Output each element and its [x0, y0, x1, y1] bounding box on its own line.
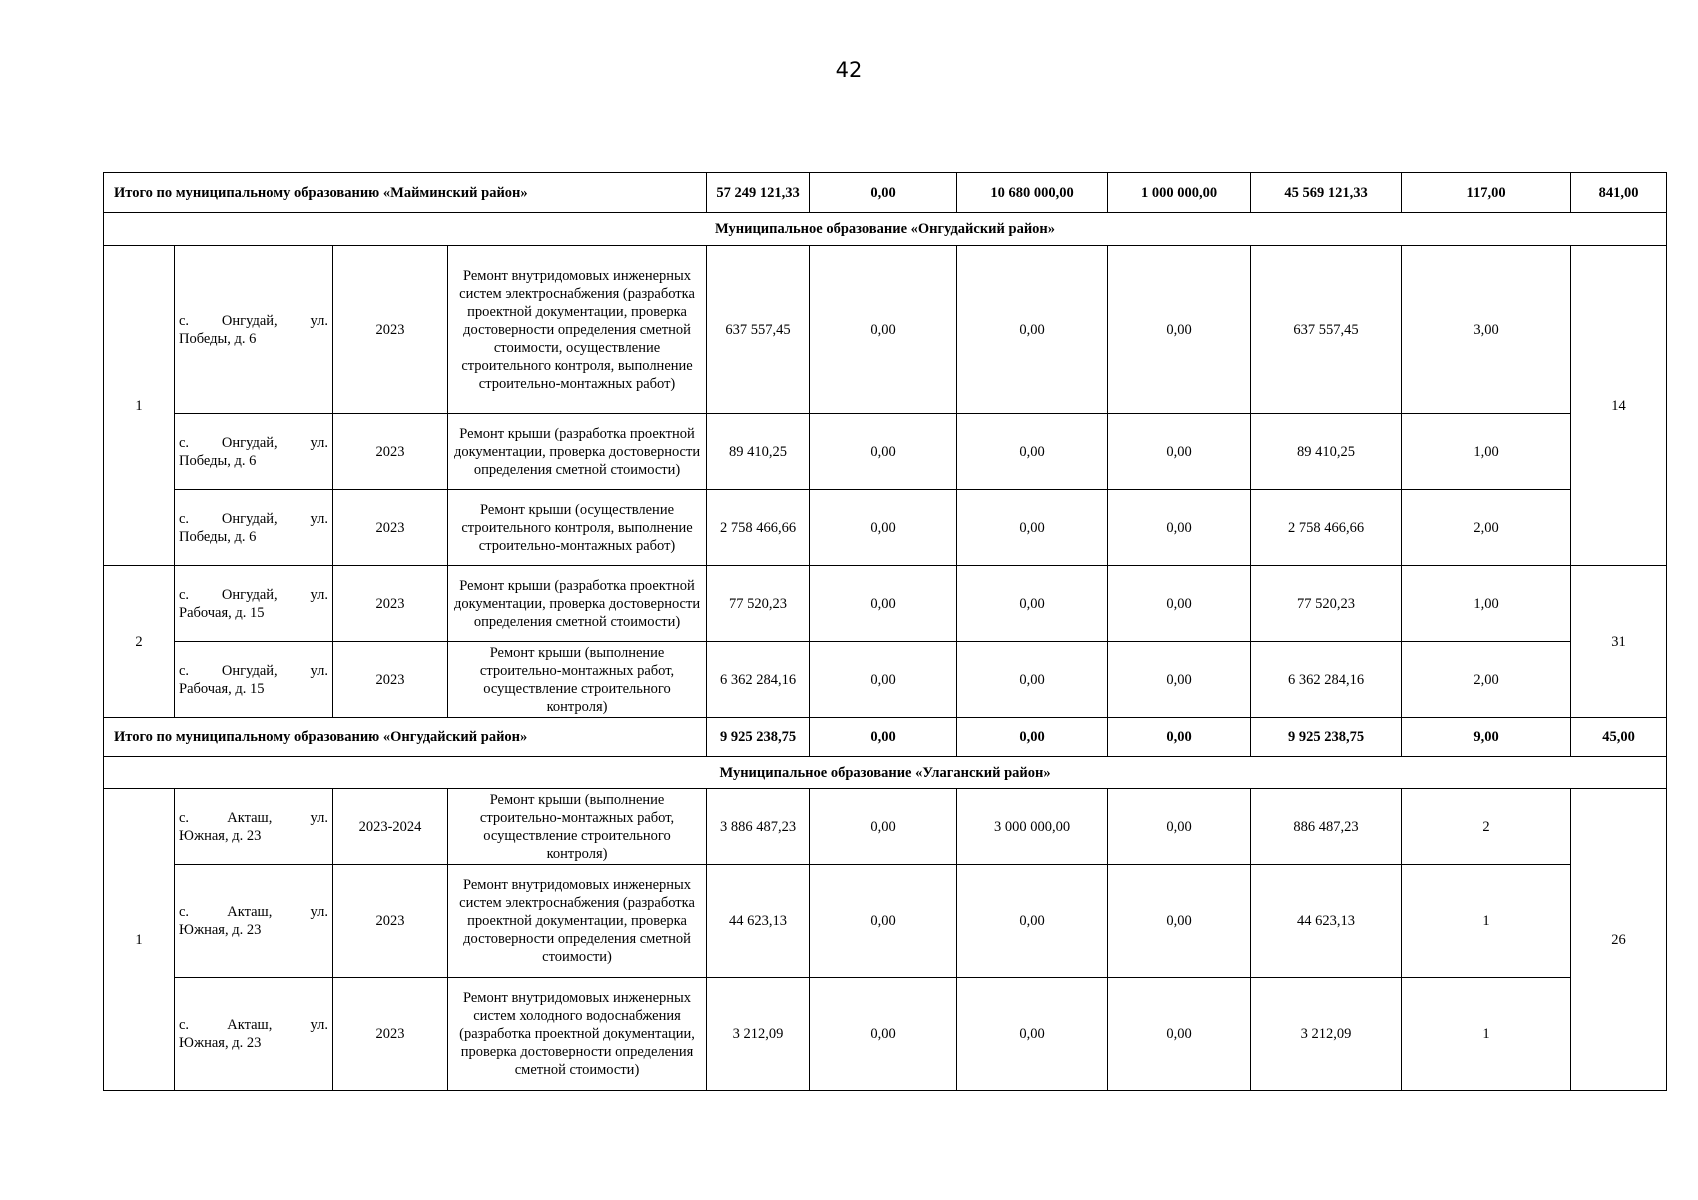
work-type-cell: Ремонт внутридомовых инженерных систем холодного водоснабжения (разработка проектной документации, проверка достоверности определения сметной стоимости)	[448, 978, 707, 1091]
total-label: Итого по муниципальному образованию «Майминский район»	[104, 173, 707, 213]
works-count-cell: 2,00	[1402, 490, 1571, 566]
cost-cell: 89 410,25	[707, 414, 810, 490]
section-row-ongudai	[104, 213, 1667, 246]
total-owners-funds: 9 925 238,75	[1251, 718, 1402, 757]
year-cell: 2023	[333, 978, 448, 1091]
work-type-cell: Ремонт крыши (разработка проектной документации, проверка достоверности определения сметной стоимости)	[448, 566, 707, 642]
table-row	[104, 414, 1667, 490]
cost-cell: 3 212,09	[707, 978, 810, 1091]
address-cell: с. Онгудай, ул. Рабочая, д. 15	[175, 566, 333, 642]
total-budget-region: 10 680 000,00	[957, 173, 1108, 213]
fund-cell: 0,00	[810, 865, 957, 978]
works-count-cell: 3,00	[1402, 246, 1571, 414]
table-row	[104, 642, 1667, 718]
owners-funds-cell: 637 557,45	[1251, 246, 1402, 414]
total-houses-count: 841,00	[1571, 173, 1667, 213]
budget-local-cell: 0,00	[1108, 865, 1251, 978]
works-count-cell: 2,00	[1402, 642, 1571, 718]
total-owners-funds: 45 569 121,33	[1251, 173, 1402, 213]
total-cost: 9 925 238,75	[707, 718, 810, 757]
houses-count-cell: 14	[1571, 246, 1667, 566]
table-row	[104, 246, 1667, 414]
total-works-count: 117,00	[1402, 173, 1571, 213]
budget-region-cell: 0,00	[957, 414, 1108, 490]
address-cell: с. Онгудай, ул. Победы, д. 6	[175, 414, 333, 490]
total-fund: 0,00	[810, 718, 957, 757]
row-number: 1	[104, 246, 175, 566]
budget-local-cell: 0,00	[1108, 789, 1251, 865]
budget-local-cell: 0,00	[1108, 414, 1251, 490]
budget-region-cell: 0,00	[957, 642, 1108, 718]
table-row	[104, 978, 1667, 1091]
table-row	[104, 490, 1667, 566]
year-cell: 2023	[333, 642, 448, 718]
cost-cell: 3 886 487,23	[707, 789, 810, 865]
owners-funds-cell: 6 362 284,16	[1251, 642, 1402, 718]
fund-cell: 0,00	[810, 978, 957, 1091]
work-type-cell: Ремонт крыши (осуществление строительного контроля, выполнение строительно-монтажных работ)	[448, 490, 707, 566]
budget-local-cell: 0,00	[1108, 642, 1251, 718]
total-row-ongudai	[104, 718, 1667, 757]
work-type-cell: Ремонт внутридомовых инженерных систем электроснабжения (разработка проектной документации, проверка достоверности определения сметной стоимости)	[448, 865, 707, 978]
budget-local-cell: 0,00	[1108, 978, 1251, 1091]
work-type-cell: Ремонт крыши (разработка проектной документации, проверка достоверности определения сметной стоимости)	[448, 414, 707, 490]
fund-cell: 0,00	[810, 246, 957, 414]
budget-region-cell: 0,00	[957, 865, 1108, 978]
year-cell: 2023	[333, 566, 448, 642]
owners-funds-cell: 77 520,23	[1251, 566, 1402, 642]
owners-funds-cell: 44 623,13	[1251, 865, 1402, 978]
total-fund: 0,00	[810, 173, 957, 213]
fund-cell: 0,00	[810, 789, 957, 865]
table-row	[104, 865, 1667, 978]
works-count-cell: 1	[1402, 978, 1571, 1091]
budget-region-cell: 0,00	[957, 978, 1108, 1091]
section-row-ulagan	[104, 757, 1667, 789]
work-type-cell: Ремонт крыши (выполнение строительно-монтажных работ, осуществление строительного контроля)	[448, 642, 707, 718]
section-title: Муниципальное образование «Улаганский район»	[104, 757, 1667, 789]
owners-funds-cell: 886 487,23	[1251, 789, 1402, 865]
total-budget-region: 0,00	[957, 718, 1108, 757]
table-row	[104, 789, 1667, 865]
budget-local-cell: 0,00	[1108, 246, 1251, 414]
cost-cell: 44 623,13	[707, 865, 810, 978]
total-row-mayma	[104, 173, 1667, 213]
total-houses-count: 45,00	[1571, 718, 1667, 757]
budget-region-cell: 3 000 000,00	[957, 789, 1108, 865]
works-count-cell: 1	[1402, 865, 1571, 978]
section-title: Муниципальное образование «Онгудайский район»	[104, 213, 1667, 246]
address-cell: с. Акташ, ул. Южная, д. 23	[175, 865, 333, 978]
fund-cell: 0,00	[810, 566, 957, 642]
address-cell: с. Акташ, ул. Южная, д. 23	[175, 789, 333, 865]
work-type-cell: Ремонт крыши (выполнение строительно-монтажных работ, осуществление строительного контроля)	[448, 789, 707, 865]
fund-cell: 0,00	[810, 642, 957, 718]
works-count-cell: 2	[1402, 789, 1571, 865]
budget-region-cell: 0,00	[957, 246, 1108, 414]
houses-count-cell: 26	[1571, 789, 1667, 1091]
fund-cell: 0,00	[810, 490, 957, 566]
total-budget-local: 1 000 000,00	[1108, 173, 1251, 213]
cost-cell: 6 362 284,16	[707, 642, 810, 718]
total-label: Итого по муниципальному образованию «Онгудайский район»	[104, 718, 707, 757]
works-count-cell: 1,00	[1402, 566, 1571, 642]
cost-cell: 77 520,23	[707, 566, 810, 642]
year-cell: 2023-2024	[333, 789, 448, 865]
budget-region-cell: 0,00	[957, 490, 1108, 566]
row-number: 2	[104, 566, 175, 718]
year-cell: 2023	[333, 414, 448, 490]
owners-funds-cell: 3 212,09	[1251, 978, 1402, 1091]
budget-local-cell: 0,00	[1108, 566, 1251, 642]
houses-count-cell: 31	[1571, 566, 1667, 718]
address-cell: с. Онгудай, ул. Рабочая, д. 15	[175, 642, 333, 718]
year-cell: 2023	[333, 490, 448, 566]
year-cell: 2023	[333, 865, 448, 978]
address-cell: с. Онгудай, ул. Победы, д. 6	[175, 246, 333, 414]
total-works-count: 9,00	[1402, 718, 1571, 757]
total-cost: 57 249 121,33	[707, 173, 810, 213]
address-cell: с. Акташ, ул. Южная, д. 23	[175, 978, 333, 1091]
address-cell: с. Онгудай, ул. Победы, д. 6	[175, 490, 333, 566]
row-number: 1	[104, 789, 175, 1091]
works-count-cell: 1,00	[1402, 414, 1571, 490]
owners-funds-cell: 89 410,25	[1251, 414, 1402, 490]
year-cell: 2023	[333, 246, 448, 414]
total-budget-local: 0,00	[1108, 718, 1251, 757]
owners-funds-cell: 2 758 466,66	[1251, 490, 1402, 566]
fund-cell: 0,00	[810, 414, 957, 490]
cost-cell: 637 557,45	[707, 246, 810, 414]
capital-repair-table	[103, 172, 1667, 1091]
work-type-cell: Ремонт внутридомовых инженерных систем электроснабжения (разработка проектной документации, проверка достоверности определения сметной стоимости, осуществление строительного контроля, выполнение строительно-монтажных работ)	[448, 246, 707, 414]
budget-local-cell: 0,00	[1108, 490, 1251, 566]
page-number: 42	[835, 58, 863, 82]
cost-cell: 2 758 466,66	[707, 490, 810, 566]
table-row	[104, 566, 1667, 642]
budget-region-cell: 0,00	[957, 566, 1108, 642]
